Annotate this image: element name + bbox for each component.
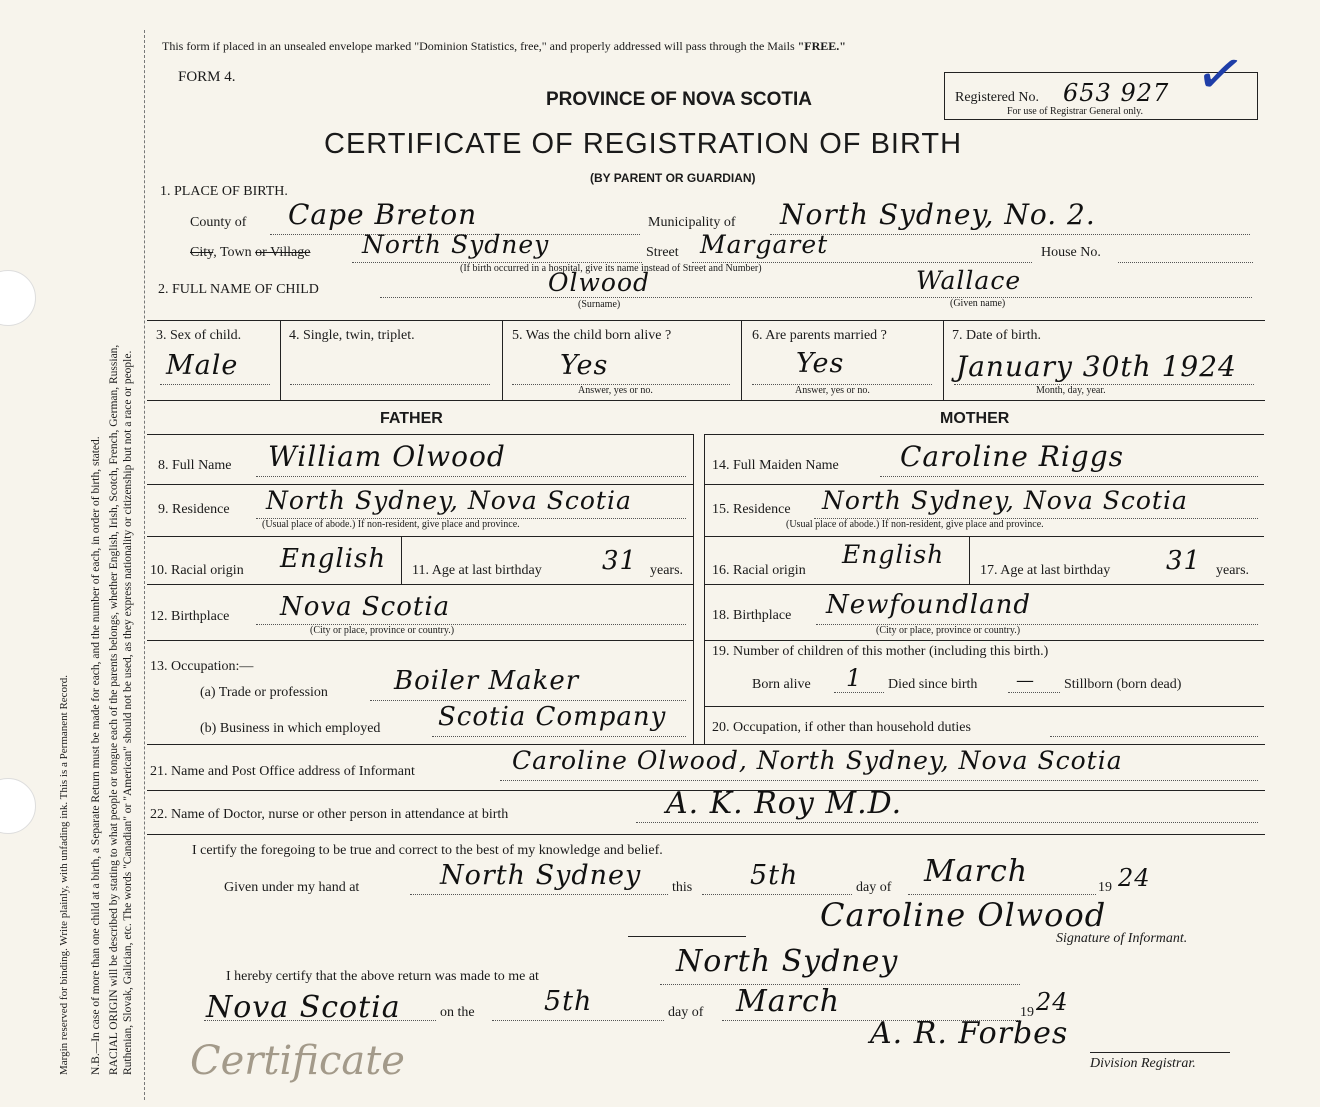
dob-note: Month, day, year. [1036,385,1106,396]
stillborn-label: Stillborn (born dead) [1064,677,1182,692]
father-row-rule-1 [147,484,693,485]
certification-month: March [924,854,1029,889]
plurality-label: 4. Single, twin, triplet. [289,328,415,343]
mother-residence-label: 15. Residence [712,502,791,517]
married-label: 6. Are parents married ? [752,328,887,343]
registered-label: Registered No. [955,90,1039,105]
died-line [1008,692,1060,693]
father-name-label: 8. Full Name [158,458,232,473]
mother-age: 31 [1166,546,1202,576]
mother-birthplace-label: 18. Birthplace [712,608,792,623]
born-alive-line [834,692,884,693]
business-line [432,736,686,737]
sex-value: Male [166,350,239,381]
mail-notice [162,39,846,54]
sex-label: 3. Sex of child. [156,328,242,343]
city-label: City [190,245,214,260]
born-alive-label: Born alive [752,677,811,692]
page-title: CERTIFICATE OF REGISTRATION OF BIRTH [324,128,963,160]
street-label: Street [646,245,679,260]
mother-racial-label: 16. Racial origin [712,563,806,578]
mother-racial: English [842,540,945,569]
mother-heading-rule [704,434,1264,435]
business-label: (b) Business in which employed [200,721,381,736]
doctor-line [636,822,1258,823]
father-row-rule-2 [147,536,693,537]
father-name: William Olwood [268,440,506,473]
mother-occupation-label: 20. Occupation, if other than household duties [712,720,971,735]
mother-name: Caroline Riggs [900,440,1125,473]
side-note-margin: Margin reserved for binding. Write plainly, with unfading ink. This is a Permanent Record. [58,675,70,1075]
father-heading-rule [147,434,693,435]
pencil-note: Certificate [190,1038,405,1084]
page-subtitle: (BY PARENT OR GUARDIAN) [590,171,756,185]
registrar-day-of-label: day of [668,1005,704,1020]
child-surname: Olwood [548,268,650,297]
county-value: Cape Breton [288,198,478,231]
registrar-province: Nova Scotia [206,990,401,1025]
mother-birthplace: Newfoundland [826,590,1032,620]
registrar-month: March [736,984,841,1019]
registrar-year-prefix: 19 [1020,1005,1034,1020]
married-note: Answer, yes or no. [795,385,870,396]
form-number: FORM 4. [178,69,236,85]
father-racial-label: 10. Racial origin [150,563,244,578]
born-alive-value: 1 [846,664,863,692]
mother-box-left [704,434,705,744]
father-heading: FATHER [380,410,443,427]
registrar-day-line [492,1020,664,1021]
on-the-label: on the [440,1005,475,1020]
died-label: Died since birth [888,677,978,692]
informant-signature-label: Signature of Informant. [1056,931,1188,946]
registrar-province-line [204,1020,436,1021]
row-divider-3 [741,320,742,400]
mother-years: years. [1216,563,1250,578]
children-count-label: 19. Number of children of this mother (including this birth.) [712,644,1049,659]
municipality-value: North Sydney, No. 2. [780,198,1096,231]
father-birthplace-label: 12. Birthplace [150,609,230,624]
father-residence-note: (Usual place of abode.) If non-resident, give place and province. [262,519,520,530]
mother-row-rule-5 [704,706,1264,707]
free-label: "FREE." [797,39,846,53]
mother-age-divider [969,536,970,584]
father-name-line [256,476,686,477]
given-place: North Sydney [440,860,642,891]
this-label: this [672,880,693,895]
mother-row-rule-2 [704,536,1264,537]
day-of-label: day of [856,880,892,895]
father-age: 31 [602,546,638,576]
mother-row-rule-1 [704,484,1264,485]
county-label: County of [190,215,247,230]
sex-line [160,384,270,385]
registrar-signature: A. R. Forbes [870,1016,1069,1051]
mother-occupation-line [1050,736,1258,737]
street-value: Margaret [700,230,829,259]
business-value: Scotia Company [438,702,667,732]
certification-day-line [702,894,852,895]
registrar-place: North Sydney [676,944,899,979]
registrar-day: 5th [544,986,593,1017]
died-value: — [1016,670,1035,691]
alive-note: Answer, yes or no. [578,385,653,396]
punch-hole-top [0,270,36,326]
mother-row-rule-4 [704,640,1264,641]
child-given-name: Wallace [916,266,1022,295]
informant-top-rule [147,744,1265,745]
father-years: years. [650,563,684,578]
registrar-signature-label: Division Registrar. [1090,1056,1196,1071]
dob-label: 7. Date of birth. [952,328,1042,343]
certification-statement: I certify the foregoing to be true and correct to the best of my knowledge and belief. [192,843,663,858]
side-note-racial-2: Ruthenian, Slovak, Galician, etc. The words "Canadian" or "American" should not be used, as they express nationality or citizenship but not a race or people. [122,350,134,1075]
registrar-statement: I hereby certify that the above return was made to me at [226,969,539,984]
mother-residence: North Sydney, Nova Scotia [822,486,1188,515]
registrar-signature-rule [1090,1052,1230,1053]
mother-residence-note: (Usual place of abode.) If non-resident, give place and province. [786,519,1044,530]
mother-row-rule-3 [704,584,1264,585]
row-divider-1 [280,320,281,400]
signature-rule [628,936,746,937]
registrar-year: 24 [1036,988,1069,1016]
margin-rule [144,30,145,1100]
alive-value: Yes [560,350,609,381]
father-box-right [693,434,694,744]
certification-top-rule [147,834,1265,835]
row-top-rule [147,320,1265,321]
father-age-divider [401,536,402,584]
side-note-racial-1: RACIAL ORIGIN will be described by stating to what people or tongue each of the parents belongs, whether English, Irish, Scotch, French, German, Russian, [108,344,120,1075]
doctor-label: 22. Name of Doctor, nurse or other person in attendance at birth [150,807,509,822]
surname-note: (Surname) [578,299,621,310]
parents-top-rule [147,400,1265,401]
check-mark-icon: ✓ [1190,38,1250,111]
mother-heading: MOTHER [940,410,1010,427]
father-residence-label: 9. Residence [158,502,230,517]
married-value: Yes [796,348,845,379]
child-name-label: 2. FULL NAME OF CHILD [158,282,319,297]
mother-age-label: 17. Age at last birthday [980,563,1111,578]
mother-name-label: 14. Full Maiden Name [712,458,839,473]
row-divider-2 [502,320,503,400]
trade-line [370,700,686,701]
trade-label: (a) Trade or profession [200,685,328,700]
mother-name-line [880,476,1258,477]
father-birthplace: Nova Scotia [280,592,451,622]
informant-line [500,780,1258,781]
dob-value: January 30th 1924 [956,350,1237,383]
municipality-label: Municipality of [648,215,736,230]
town-label: , Town [213,245,252,260]
city-town-label [190,245,310,261]
municipality-line [770,234,1250,235]
plurality-line [290,384,490,385]
given-name-note: (Given name) [950,298,1006,309]
informant-value: Caroline Olwood, North Sydney, Nova Scotia [512,746,1123,775]
village-label: or Village [255,245,311,260]
certification-year-prefix: 19 [1098,880,1112,895]
punch-hole-bottom [0,778,36,834]
certification-year: 24 [1118,864,1151,892]
father-row-rule-4 [147,640,693,641]
side-note-nb: N.B.—In case of more than one child at a birth, a Separate Return must be made for each, and the number of each, in order of birth, stated. [90,436,102,1075]
certification-month-line [908,894,1096,895]
row-divider-4 [943,320,944,400]
child-name-line [380,297,1252,298]
alive-label: 5. Was the child born alive ? [512,328,672,343]
registrar-note: For use of Registrar General only. [1007,106,1143,117]
certification-day: 5th [750,860,799,891]
house-line [1118,262,1253,263]
father-age-label: 11. Age at last birthday [412,563,542,578]
given-under-label: Given under my hand at [224,880,360,895]
mother-birthplace-note: (City or place, province or country.) [876,625,1021,636]
father-racial: English [280,544,387,574]
registered-number: 653 927 [1063,79,1170,107]
father-residence: North Sydney, Nova Scotia [266,486,632,515]
informant-label: 21. Name and Post Office address of Informant [150,764,415,779]
doctor-value: A. K. Roy M.D. [666,786,903,821]
informant-signature: Caroline Olwood [820,896,1107,934]
province-heading: PROVINCE OF NOVA SCOTIA [546,89,813,110]
father-birthplace-note: (City or place, province or country.) [310,625,455,636]
father-row-rule-3 [147,584,693,585]
given-place-line [410,894,668,895]
hospital-note: (If birth occurred in a hospital, give its name instead of Street and Number) [460,263,762,274]
mail-notice-text: This form if placed in an unsealed envelope marked "Dominion Statistics, free," and properly addressed will pass through the Mails [162,39,795,53]
father-occupation-label: 13. Occupation:— [150,659,254,674]
house-label: House No. [1041,245,1101,260]
town-value: North Sydney [362,230,550,259]
trade-value: Boiler Maker [394,666,580,696]
place-of-birth-heading: 1. PLACE OF BIRTH. [160,184,288,199]
